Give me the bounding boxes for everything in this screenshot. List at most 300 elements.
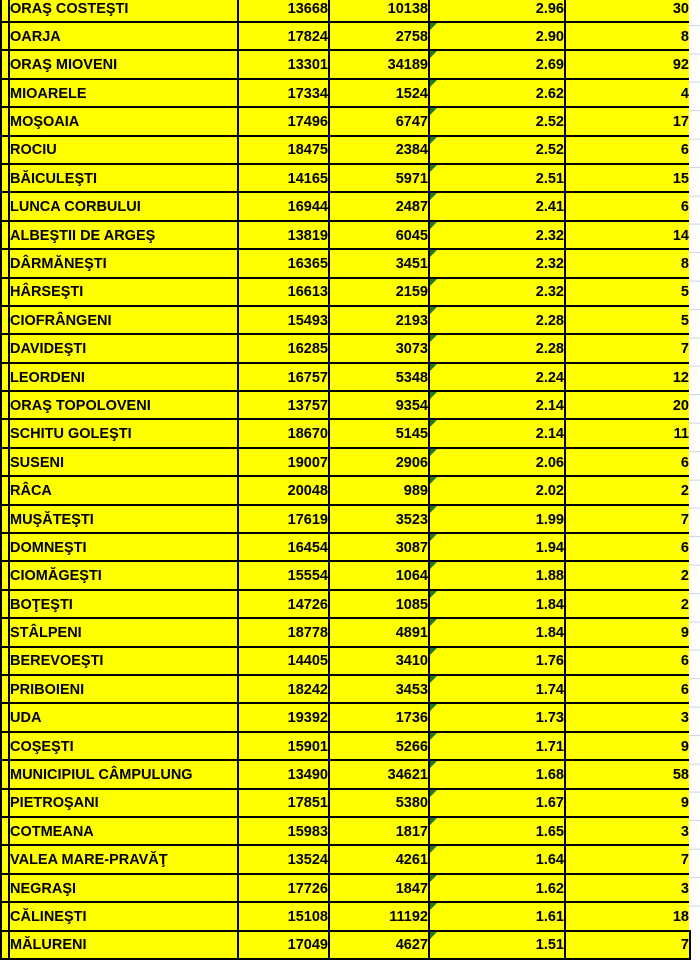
cell-ratio[interactable] <box>429 703 565 731</box>
cell-text: 13301 <box>287 57 328 74</box>
table-row <box>1 561 690 589</box>
cell-text: 5971 <box>395 170 428 187</box>
cropped-left-cell[interactable] <box>1 618 9 646</box>
cropped-left-cell[interactable] <box>1 845 9 873</box>
cropped-left-cell[interactable] <box>1 278 9 306</box>
cell-ratio[interactable] <box>429 192 565 220</box>
cell-ratio[interactable] <box>429 647 565 675</box>
error-indicator-icon <box>430 165 437 172</box>
cell-count[interactable] <box>565 334 690 362</box>
cell-value_2[interactable] <box>329 221 429 249</box>
cell-count[interactable] <box>565 107 690 135</box>
cropped-left-cell[interactable] <box>1 164 9 192</box>
cell-value_1[interactable] <box>238 703 329 731</box>
cropped-left-cell[interactable] <box>1 363 9 391</box>
cell-text: 1.71 <box>535 738 564 755</box>
table-body <box>1 0 690 959</box>
cell-value_2[interactable] <box>329 789 429 817</box>
cell-locality[interactable] <box>9 192 238 220</box>
cell-text: 15554 <box>287 568 328 585</box>
cropped-left-cell[interactable] <box>1 590 9 618</box>
cell-locality[interactable] <box>9 278 238 306</box>
error-indicator-icon <box>430 875 437 882</box>
cell-ratio[interactable] <box>429 448 565 476</box>
cell-locality[interactable] <box>9 164 238 192</box>
cell-ratio[interactable] <box>429 334 565 362</box>
cell-value_2[interactable] <box>329 590 429 618</box>
cell-text: LEORDENI <box>10 369 85 386</box>
table-row <box>1 363 690 391</box>
cell-count[interactable] <box>565 164 690 192</box>
cell-text: 11192 <box>389 909 428 925</box>
cell-locality[interactable] <box>9 334 238 362</box>
cell-value_1[interactable] <box>238 306 329 334</box>
cell-value_1[interactable] <box>238 675 329 703</box>
cell-text: 2.62 <box>535 85 564 102</box>
table-row <box>1 391 690 419</box>
error-indicator-icon <box>430 932 437 939</box>
error-indicator-icon <box>430 364 437 371</box>
cell-text: 13490 <box>287 767 328 784</box>
table-row <box>1 448 690 476</box>
cell-value_1[interactable] <box>238 221 329 249</box>
cell-text: 2.52 <box>535 142 564 159</box>
cell-value_2[interactable] <box>329 306 429 334</box>
cell-text: 13757 <box>287 397 328 414</box>
cell-value_1[interactable] <box>238 874 329 902</box>
cell-value_2[interactable] <box>329 79 429 107</box>
cell-count[interactable] <box>565 221 690 249</box>
cropped-left-cell[interactable] <box>1 675 9 703</box>
cropped-left-cell[interactable] <box>1 902 9 930</box>
cell-text: 2.32 <box>535 256 564 273</box>
cell-count[interactable] <box>565 363 690 391</box>
cell-locality[interactable] <box>9 419 238 447</box>
cell-text: 2384 <box>395 142 428 159</box>
empty-cells-area[interactable] <box>689 0 700 930</box>
cell-text: 2.69 <box>535 57 564 74</box>
cell-value_2[interactable] <box>329 50 429 78</box>
cell-value_2[interactable] <box>329 533 429 561</box>
cell-value_1[interactable] <box>238 505 329 533</box>
cell-locality[interactable] <box>9 533 238 561</box>
cell-count[interactable] <box>565 448 690 476</box>
cell-locality[interactable] <box>9 249 238 277</box>
cell-text: 12 <box>672 369 689 386</box>
cropped-left-cell[interactable] <box>1 136 9 164</box>
cell-value_1[interactable] <box>238 845 329 873</box>
cell-count[interactable] <box>565 618 690 646</box>
cell-ratio[interactable] <box>429 79 565 107</box>
cell-text: 1.67 <box>535 795 564 812</box>
cell-count[interactable] <box>565 874 690 902</box>
cell-value_2[interactable] <box>329 136 429 164</box>
cell-text: 7 <box>680 852 689 869</box>
cell-locality[interactable] <box>9 306 238 334</box>
error-indicator-icon <box>430 222 437 229</box>
cell-value_1[interactable] <box>238 278 329 306</box>
cell-value_1[interactable] <box>238 760 329 788</box>
cropped-left-cell[interactable] <box>1 249 9 277</box>
cell-locality[interactable] <box>9 817 238 845</box>
cell-ratio[interactable] <box>429 675 565 703</box>
cell-count[interactable] <box>565 647 690 675</box>
cell-text: 2.90 <box>535 28 564 45</box>
error-indicator-icon <box>430 704 437 711</box>
cell-value_1[interactable] <box>238 561 329 589</box>
cropped-left-cell[interactable] <box>1 448 9 476</box>
cell-value_1[interactable] <box>238 789 329 817</box>
cell-text: 6 <box>680 142 689 159</box>
cell-count[interactable] <box>565 476 690 504</box>
cell-text: 20 <box>672 397 689 414</box>
cell-text: 2.02 <box>535 483 564 500</box>
cell-locality[interactable] <box>9 363 238 391</box>
cell-value_2[interactable] <box>329 505 429 533</box>
table-row <box>1 334 690 362</box>
cell-ratio[interactable] <box>429 136 565 164</box>
cell-value_2[interactable] <box>329 931 429 959</box>
error-indicator-icon <box>430 676 437 683</box>
error-indicator-icon <box>430 846 437 853</box>
cropped-left-cell[interactable] <box>1 647 9 675</box>
cell-value_2[interactable] <box>329 419 429 447</box>
cell-value_2[interactable] <box>329 760 429 788</box>
cell-ratio[interactable] <box>429 874 565 902</box>
cell-text: ROCIU <box>10 142 57 159</box>
cell-value_1[interactable] <box>238 334 329 362</box>
cell-text: 3073 <box>395 341 428 358</box>
cell-ratio[interactable] <box>429 306 565 334</box>
cell-count[interactable] <box>565 817 690 845</box>
cell-count[interactable] <box>565 533 690 561</box>
cell-text: 1817 <box>395 823 428 840</box>
cropped-left-cell[interactable] <box>1 533 9 561</box>
cell-text: CIOFRÂNGENI <box>10 312 112 329</box>
cropped-left-cell[interactable] <box>1 874 9 902</box>
cell-value_1[interactable] <box>238 0 329 22</box>
cell-text: 2.96 <box>535 0 564 17</box>
cell-text: BEREVOEŞTI <box>10 653 104 670</box>
cell-value_1[interactable] <box>238 476 329 504</box>
cell-value_2[interactable] <box>329 618 429 646</box>
cell-text: LUNCA CORBULUI <box>10 199 141 216</box>
cell-text: 2.51 <box>535 170 564 187</box>
cell-locality[interactable] <box>9 0 238 22</box>
cell-value_2[interactable] <box>329 192 429 220</box>
cropped-left-cell[interactable] <box>1 192 9 220</box>
cell-value_2[interactable] <box>329 874 429 902</box>
cell-ratio[interactable] <box>429 817 565 845</box>
cell-value_2[interactable] <box>329 448 429 476</box>
cell-value_1[interactable] <box>238 164 329 192</box>
cell-ratio[interactable] <box>429 845 565 873</box>
cell-text: 3523 <box>395 511 428 528</box>
error-indicator-icon <box>430 108 437 115</box>
cell-count[interactable] <box>565 789 690 817</box>
cell-text: 17824 <box>287 28 328 45</box>
cell-value_1[interactable] <box>238 22 329 50</box>
cell-ratio[interactable] <box>429 249 565 277</box>
cell-text: 3087 <box>395 539 428 556</box>
cell-text: 1.84 <box>535 625 564 642</box>
cell-count[interactable] <box>565 561 690 589</box>
cell-text: 8 <box>680 256 689 273</box>
cropped-left-cell[interactable] <box>1 221 9 249</box>
cell-count[interactable] <box>565 505 690 533</box>
cell-ratio[interactable] <box>429 561 565 589</box>
cell-value_2[interactable] <box>329 164 429 192</box>
cell-value_1[interactable] <box>238 931 329 959</box>
table-row <box>1 79 690 107</box>
cell-text: 1.76 <box>535 653 564 670</box>
cell-ratio[interactable] <box>429 590 565 618</box>
cell-value_2[interactable] <box>329 703 429 731</box>
cell-locality[interactable] <box>9 505 238 533</box>
cell-value_1[interactable] <box>238 817 329 845</box>
cell-locality[interactable] <box>9 561 238 589</box>
cell-text: 2758 <box>395 28 428 45</box>
cell-ratio[interactable] <box>429 533 565 561</box>
cell-ratio[interactable] <box>429 278 565 306</box>
cropped-left-cell[interactable] <box>1 703 9 731</box>
cell-value_2[interactable] <box>329 278 429 306</box>
cell-ratio[interactable] <box>429 164 565 192</box>
cell-ratio[interactable] <box>429 789 565 817</box>
cell-locality[interactable] <box>9 136 238 164</box>
cell-count[interactable] <box>565 931 690 959</box>
table-row <box>1 22 690 50</box>
cell-value_1[interactable] <box>238 533 329 561</box>
cell-ratio[interactable] <box>429 391 565 419</box>
cell-text: 17619 <box>287 511 328 528</box>
cell-text: 19392 <box>287 710 328 727</box>
cropped-left-cell[interactable] <box>1 931 9 959</box>
cell-count[interactable] <box>565 902 690 930</box>
cell-locality[interactable] <box>9 448 238 476</box>
cell-text: 1.74 <box>535 681 564 698</box>
cell-text: CIOMĂGEŞTI <box>10 568 102 585</box>
cell-count[interactable] <box>565 79 690 107</box>
cell-value_2[interactable] <box>329 107 429 135</box>
cell-count[interactable] <box>565 22 690 50</box>
cell-text: 6045 <box>395 227 428 244</box>
cell-value_2[interactable] <box>329 817 429 845</box>
cell-text: UDA <box>10 710 42 727</box>
cell-ratio[interactable] <box>429 107 565 135</box>
cell-locality[interactable] <box>9 703 238 731</box>
table-row <box>1 789 690 817</box>
error-indicator-icon <box>430 392 437 399</box>
table-row <box>1 931 690 959</box>
cell-value_1[interactable] <box>238 732 329 760</box>
cell-value_1[interactable] <box>238 249 329 277</box>
cropped-left-cell[interactable] <box>1 419 9 447</box>
cell-ratio[interactable] <box>429 760 565 788</box>
cell-value_2[interactable] <box>329 732 429 760</box>
table-row <box>1 902 690 930</box>
cell-value_2[interactable] <box>329 561 429 589</box>
cropped-left-cell[interactable] <box>1 334 9 362</box>
cell-text: 2.06 <box>535 454 564 471</box>
cropped-left-cell[interactable] <box>1 79 9 107</box>
cell-text: 5145 <box>395 426 428 443</box>
cell-text: 2 <box>680 568 689 585</box>
cell-ratio[interactable] <box>429 618 565 646</box>
cell-value_2[interactable] <box>329 647 429 675</box>
cell-ratio[interactable] <box>429 902 565 930</box>
cell-count[interactable] <box>565 0 690 22</box>
cell-value_1[interactable] <box>238 391 329 419</box>
cell-value_1[interactable] <box>238 363 329 391</box>
cell-value_1[interactable] <box>238 590 329 618</box>
cell-text: 2.32 <box>535 227 564 244</box>
cell-text: 58 <box>672 767 689 784</box>
cell-ratio[interactable] <box>429 931 565 959</box>
cell-locality[interactable] <box>9 22 238 50</box>
cell-value_2[interactable] <box>329 845 429 873</box>
cell-count[interactable] <box>565 760 690 788</box>
error-indicator-icon <box>430 477 437 484</box>
cell-text: 3 <box>680 823 689 840</box>
cropped-left-cell[interactable] <box>1 732 9 760</box>
cell-locality[interactable] <box>9 107 238 135</box>
cell-text: ORAŞ TOPOLOVENI <box>10 397 151 414</box>
cell-locality[interactable] <box>9 789 238 817</box>
table-row <box>1 817 690 845</box>
cell-count[interactable] <box>565 732 690 760</box>
cropped-left-cell[interactable] <box>1 391 9 419</box>
cell-ratio[interactable] <box>429 505 565 533</box>
cell-text: 7 <box>680 341 689 358</box>
cell-locality[interactable] <box>9 675 238 703</box>
cell-text: 5 <box>680 312 689 329</box>
cell-count[interactable] <box>565 136 690 164</box>
cell-value_2[interactable] <box>329 0 429 22</box>
cell-text: 1.88 <box>535 568 564 585</box>
cropped-left-cell[interactable] <box>1 760 9 788</box>
cell-locality[interactable] <box>9 476 238 504</box>
cell-locality[interactable] <box>9 902 238 930</box>
cell-value_1[interactable] <box>238 192 329 220</box>
cell-value_1[interactable] <box>238 448 329 476</box>
cell-text: 14405 <box>287 653 328 670</box>
cell-text: SCHITU GOLEŞTI <box>10 426 132 443</box>
cell-value_2[interactable] <box>329 902 429 930</box>
cell-count[interactable] <box>565 278 690 306</box>
cropped-left-cell[interactable] <box>1 107 9 135</box>
cell-value_2[interactable] <box>329 476 429 504</box>
cell-locality[interactable] <box>9 391 238 419</box>
cell-count[interactable] <box>565 391 690 419</box>
cell-value_1[interactable] <box>238 419 329 447</box>
cell-locality[interactable] <box>9 732 238 760</box>
table-row <box>1 647 690 675</box>
cell-value_2[interactable] <box>329 249 429 277</box>
cell-text: ORAŞ MIOVENI <box>10 57 118 74</box>
cell-text: 20048 <box>287 483 328 500</box>
cropped-left-cell[interactable] <box>1 50 9 78</box>
cropped-left-cell[interactable] <box>1 505 9 533</box>
cell-locality[interactable] <box>9 845 238 873</box>
cell-count[interactable] <box>565 192 690 220</box>
table-row <box>1 419 690 447</box>
cell-ratio[interactable] <box>429 22 565 50</box>
cell-locality[interactable] <box>9 760 238 788</box>
cell-ratio[interactable] <box>429 50 565 78</box>
cell-value_2[interactable] <box>329 391 429 419</box>
cell-count[interactable] <box>565 249 690 277</box>
cell-locality[interactable] <box>9 874 238 902</box>
cell-locality[interactable] <box>9 618 238 646</box>
cell-count[interactable] <box>565 590 690 618</box>
cropped-left-cell[interactable] <box>1 561 9 589</box>
cell-value_1[interactable] <box>238 618 329 646</box>
cell-ratio[interactable] <box>429 363 565 391</box>
cell-text: 1.62 <box>535 880 564 897</box>
cropped-left-cell[interactable] <box>1 789 9 817</box>
cell-locality[interactable] <box>9 590 238 618</box>
cell-value_1[interactable] <box>238 136 329 164</box>
cell-value_1[interactable] <box>238 647 329 675</box>
cell-text: 4627 <box>395 937 428 954</box>
cell-text: 17 <box>672 114 689 131</box>
cell-value_2[interactable] <box>329 675 429 703</box>
error-indicator-icon <box>430 562 437 569</box>
cell-value_1[interactable] <box>238 902 329 930</box>
cell-value_2[interactable] <box>329 363 429 391</box>
cell-count[interactable] <box>565 306 690 334</box>
cell-text: 4891 <box>395 625 428 642</box>
cell-text: 989 <box>403 483 428 500</box>
cell-locality[interactable] <box>9 647 238 675</box>
cell-value_1[interactable] <box>238 79 329 107</box>
cell-count[interactable] <box>565 703 690 731</box>
cell-text: 2 <box>680 483 689 500</box>
cropped-left-cell[interactable] <box>1 22 9 50</box>
cell-ratio[interactable] <box>429 0 565 22</box>
cell-value_1[interactable] <box>238 107 329 135</box>
error-indicator-icon <box>430 335 437 342</box>
cropped-left-cell[interactable] <box>1 476 9 504</box>
error-indicator-icon <box>430 279 437 286</box>
cell-ratio[interactable] <box>429 732 565 760</box>
table-row <box>1 675 690 703</box>
cell-locality[interactable] <box>9 50 238 78</box>
cell-count[interactable] <box>565 845 690 873</box>
cell-locality[interactable] <box>9 79 238 107</box>
cell-value_2[interactable] <box>329 334 429 362</box>
cell-count[interactable] <box>565 50 690 78</box>
cell-value_1[interactable] <box>238 50 329 78</box>
cell-text: 2.41 <box>535 199 564 216</box>
error-indicator-icon <box>430 420 437 427</box>
cell-ratio[interactable] <box>429 221 565 249</box>
cell-count[interactable] <box>565 419 690 447</box>
cell-locality[interactable] <box>9 221 238 249</box>
cell-locality[interactable] <box>9 931 238 959</box>
cropped-left-cell[interactable] <box>1 817 9 845</box>
cell-ratio[interactable] <box>429 476 565 504</box>
cropped-left-cell[interactable] <box>1 0 9 22</box>
error-indicator-icon <box>430 818 437 825</box>
cell-count[interactable] <box>565 675 690 703</box>
cell-text: 3410 <box>395 653 428 670</box>
cropped-left-cell[interactable] <box>1 306 9 334</box>
cell-value_2[interactable] <box>329 22 429 50</box>
cell-text: 13668 <box>287 0 328 17</box>
cell-ratio[interactable] <box>429 419 565 447</box>
